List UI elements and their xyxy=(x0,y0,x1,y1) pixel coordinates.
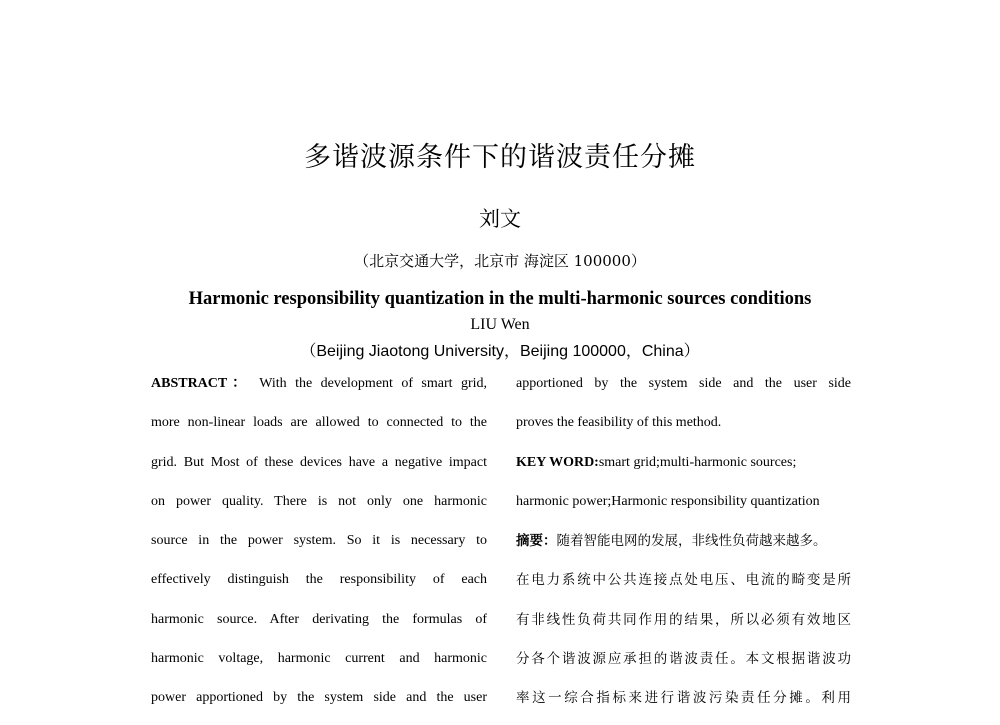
affiliation-en: （Beijing Jiaotong University，Beijing 100000，China） xyxy=(300,343,700,360)
abstract-line: power apportioned by the system side and the user xyxy=(151,690,487,706)
abstract-line: harmonic voltage, harmonic current and harmonic xyxy=(151,651,487,667)
abstract-label: ABSTRACT： xyxy=(151,376,252,391)
abstract-line: effectively distinguish the responsibility of each xyxy=(151,572,487,588)
abstract-line: grid. But Most of these devices have a negative impact xyxy=(151,454,487,470)
keywords-line: harmonic power;Harmonic responsibility quantization xyxy=(516,493,820,509)
abstract-line: more non-linear loads are allowed to connected to the xyxy=(151,415,487,431)
abstract-cn-line: 率这一综合指标来进行谐波污染责任分摊。利用 xyxy=(516,690,851,707)
abstract-cn-line: 摘要：随着智能电网的发展，非线性负荷越来越多。 xyxy=(516,533,827,550)
abstract-line: apportioned by the system side and the user side xyxy=(516,376,851,391)
keywords-line xyxy=(516,450,851,489)
author-name-cn: 刘文 xyxy=(479,207,521,231)
abstract-cn-line: 在电力系统中公共连接点处电压、电流的畸变是所 xyxy=(516,572,851,589)
abstract-line: on power quality. There is not only one harmonic xyxy=(151,493,487,509)
abstract-cn-line: 有非线性负荷共同作用的结果，所以必须有效地区 xyxy=(516,611,851,628)
affiliation-cn: （北京交通大学，北京市 海淀区 100000） xyxy=(354,252,646,270)
abstract-line: ABSTRACT： With the development of smart grid, xyxy=(151,376,487,391)
abstract-line: harmonic source. After derivating the formulas of xyxy=(151,611,487,627)
keywords-text: smart grid;multi-harmonic sources; xyxy=(598,454,797,470)
abstract-line: source in the power system. So it is necessary to xyxy=(151,533,487,549)
paper-title-cn: 多谐波源条件下的谐波责任分摊 xyxy=(304,142,696,173)
abstract-cn-line: 分各个谐波源应承担的谐波责任。本文根据谐波功 xyxy=(516,651,851,668)
left-column xyxy=(151,371,487,725)
right-column xyxy=(516,371,851,725)
author-name-en: LIU Wen xyxy=(470,316,530,333)
abstract-line: proves the feasibility of this method. xyxy=(516,415,722,431)
keywords-label: KEY WORD: xyxy=(516,454,599,470)
paper-title-en: Harmonic responsibility quantization in the multi-harmonic sources conditions xyxy=(188,289,812,309)
abstract-cn-label: 摘要： xyxy=(516,533,557,550)
